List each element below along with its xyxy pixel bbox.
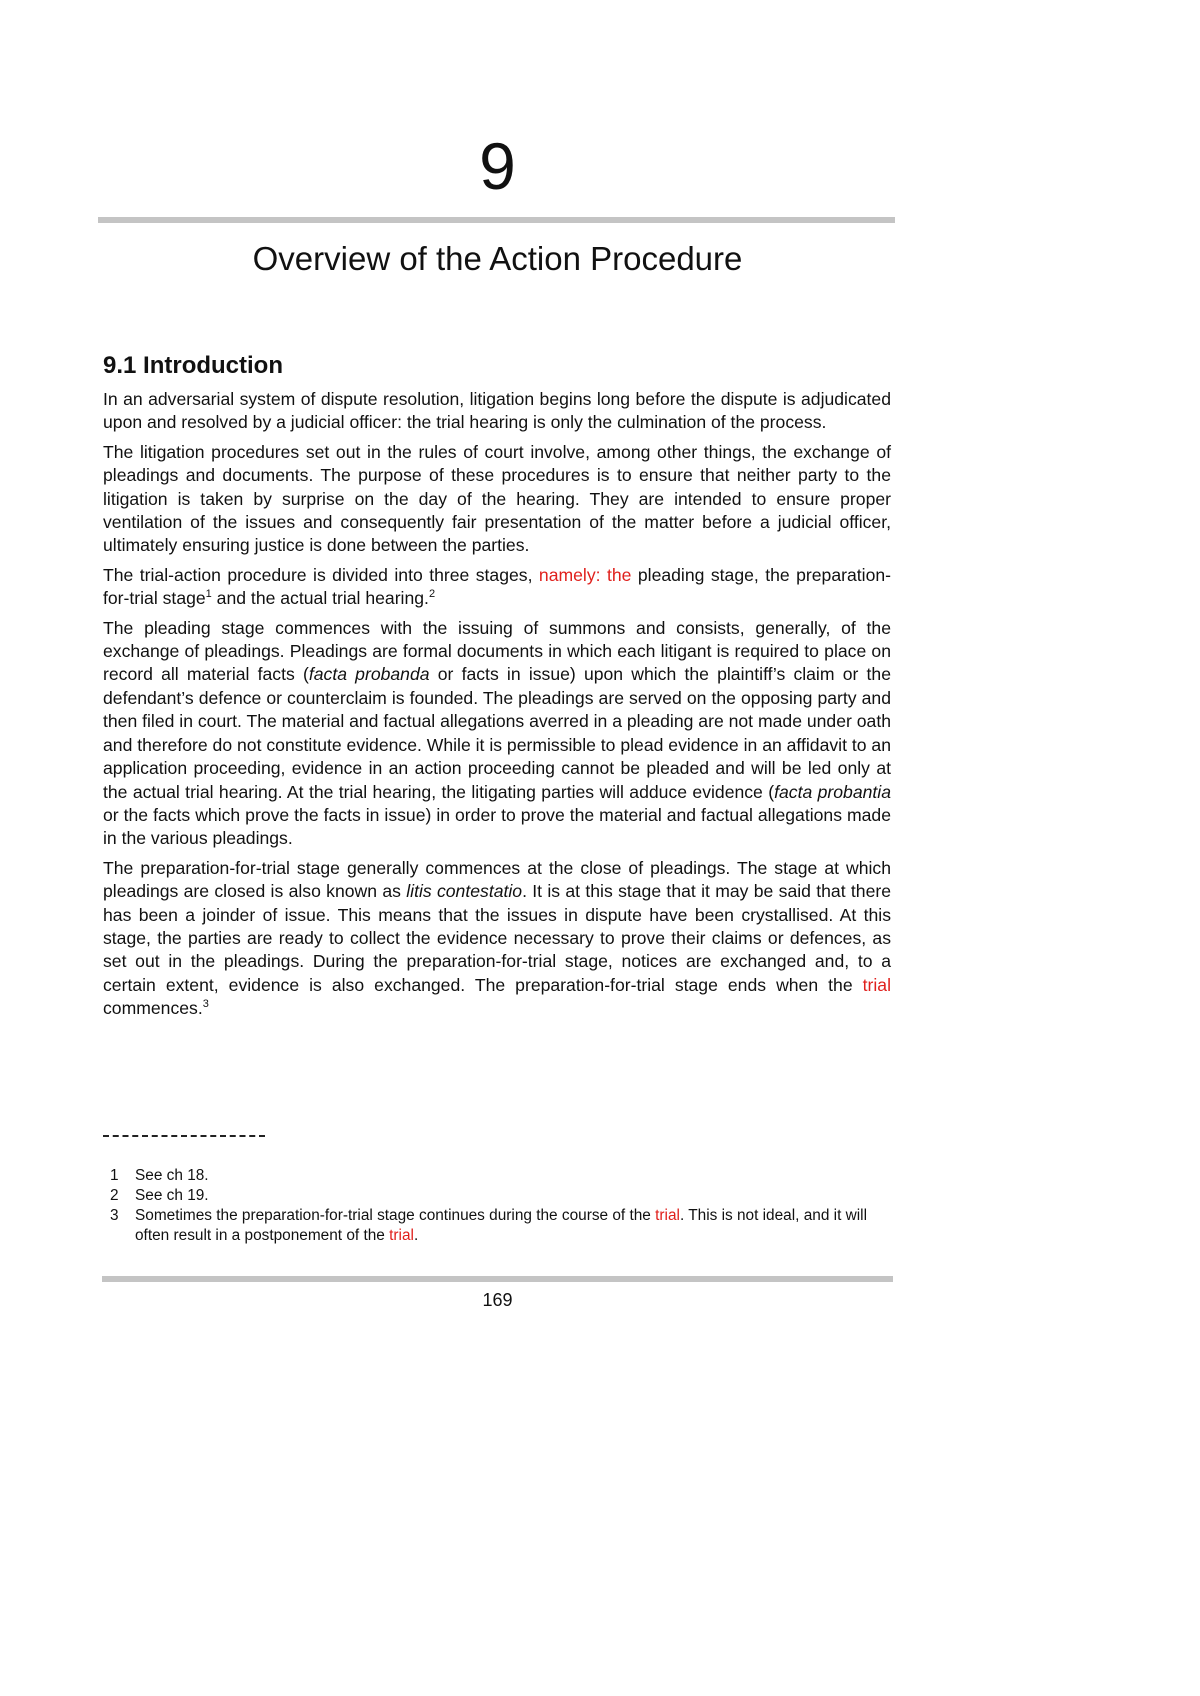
paragraph-3-text-a: The trial-action procedure is divided into three stages, xyxy=(103,564,539,585)
paragraph-4-text-b: or facts in issue) upon which the plaintiff’s claim or the defendant’s defence or counterclaim is founded. The pleadings are served on the opposing party and then filed in court. The material and factual allegations averred in a pleading are not made under oath and therefore do not constitute evidence. While it is permissible to plead evidence in an affidavit to an application proceeding, evidence in an action proceeding cannot be pleaded and will be led only at the actual trial hearing. At the trial hearing, the litigating parties will adduce evidence ( xyxy=(103,664,891,802)
paragraph-3-text-c: and the actual trial hearing. xyxy=(211,588,429,609)
paragraph-3 xyxy=(103,564,891,611)
footnote-separator xyxy=(103,1135,265,1137)
italic-term-litis-contestatio: litis contestatio xyxy=(406,881,523,902)
footnote-text xyxy=(135,1206,895,1246)
footnote-3-text-b: . This is not ideal, and it will often result in a postponement of the xyxy=(135,1207,868,1244)
highlighted-text: trial xyxy=(655,1207,680,1224)
italic-term-facta-probantia: facta probantia xyxy=(774,781,891,802)
highlighted-text: trial xyxy=(862,974,891,995)
footnote-3 xyxy=(110,1206,895,1246)
footnote-text: See ch 18. xyxy=(135,1167,209,1184)
header-rule xyxy=(98,217,895,223)
italic-term-facta-probanda: facta probanda xyxy=(308,664,430,685)
footnote-3-text-a: Sometimes the preparation-for-trial stage continues during the course of the xyxy=(135,1207,656,1224)
body-text xyxy=(103,388,891,1027)
footnote-number: 1 xyxy=(110,1167,119,1184)
footer-rule xyxy=(102,1276,893,1282)
paragraph-2: The litigation procedures set out in the rules of court involve, among other things, the exchange of pleadings and documents. The purpose of these procedures is to ensure that neither party to the litigation is taken by surprise on the day of the hearing. They are intended to ensure proper ventilation of the issues and consequently fair presentation of the matter before a judicial officer, ultimately ensuring justice is done between the parties. xyxy=(103,441,891,556)
highlighted-text: namely: the xyxy=(538,564,632,585)
footnote-1 xyxy=(110,1166,895,1186)
page-number: 169 xyxy=(482,1290,513,1310)
footnote-ref-2: 2 xyxy=(428,588,436,601)
footnote-number: 2 xyxy=(110,1187,119,1204)
footnote-ref-1: 1 xyxy=(205,588,212,601)
highlighted-text: trial xyxy=(389,1227,414,1244)
footnote-2 xyxy=(110,1186,895,1206)
paragraph-4 xyxy=(103,617,891,851)
chapter-number: 9 xyxy=(479,129,516,203)
footnote-number: 3 xyxy=(110,1207,119,1224)
footnote-3-text-c: . xyxy=(413,1227,419,1244)
footnote-text: See ch 19. xyxy=(135,1187,209,1204)
paragraph-3-text-b: pleading stage, the preparation-for-trial stage xyxy=(103,564,891,609)
chapter-title: Overview of the Action Procedure xyxy=(252,240,743,277)
paragraph-5-text-a: The preparation-for-trial stage generally commences at the close of pleadings. The stage at which pleadings are closed is also known as xyxy=(103,857,891,902)
paragraph-5-text-c: commences. xyxy=(103,998,203,1019)
paragraph-5 xyxy=(103,857,891,1021)
section-heading: 9.1 Introduction xyxy=(103,352,283,379)
paragraph-5-text-b: . It is at this stage that it may be said that there has been a joinder of issue. This means that the issues in dispute have been crystallised. At this stage, the parties are ready to collect the evidence necessary to prove their claims or defences, as set out in the pleadings. During the preparation-for-trial stage, notices are exchanged and, to a certain extent, evidence is also exchanged. The preparation-for-trial stage ends when the xyxy=(103,881,892,995)
paragraph-1: In an adversarial system of dispute resolution, litigation begins long before the dispute is adjudicated upon and resolved by a judicial officer: the trial hearing is only the culmination of the process. xyxy=(103,389,891,433)
paragraph-4-text-a: The pleading stage commences with the issuing of summons and consists, generally, of the exchange of pleadings. Pleadings are formal documents in which each litigant is required to place on record all material facts ( xyxy=(103,617,891,685)
footnote-ref-3: 3 xyxy=(202,998,209,1011)
paragraph-4-text-c: or the facts which prove the facts in issue) in order to prove the material and factual allegations made in the various pleadings. xyxy=(103,804,891,849)
footnotes xyxy=(110,1166,895,1246)
